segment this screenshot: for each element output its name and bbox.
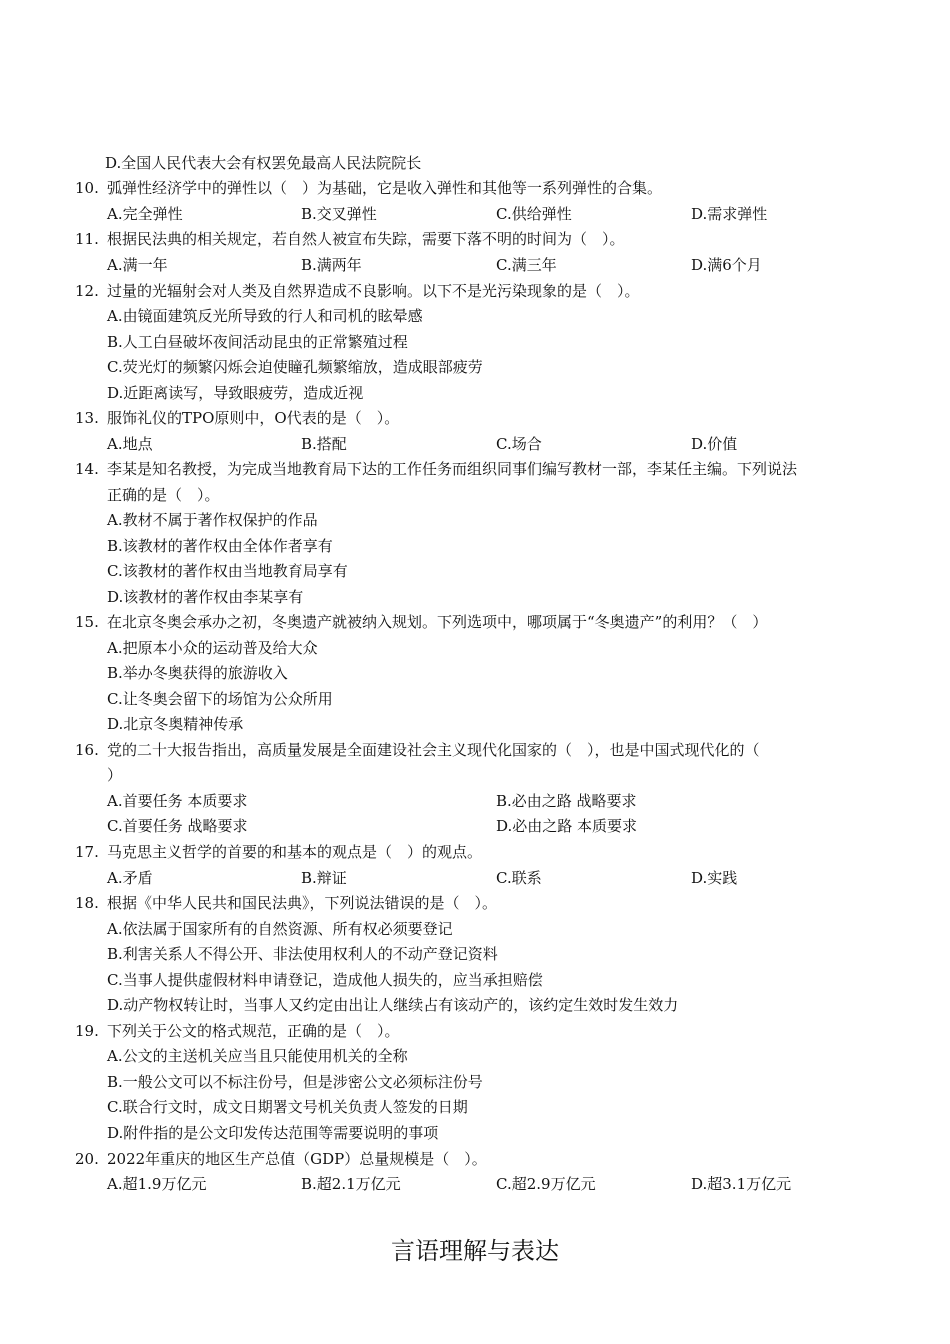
- question-text: 根据民法典的相关规定，若自然人被宣布失踪，需要下落不明的时间为（ ）。: [107, 230, 625, 248]
- question-number: 14.: [75, 460, 99, 478]
- option-d: D.北京冬奥精神传承: [107, 715, 244, 733]
- option-b: B.利害关系人不得公开、非法使用权利人的不动产登记资料: [107, 945, 498, 963]
- question-number: 20.: [75, 1150, 99, 1168]
- question-number: 11.: [75, 230, 99, 248]
- option-c: C.满三年: [496, 256, 557, 274]
- option-b: B.人工白昼破坏夜间活动昆虫的正常繁殖过程: [107, 333, 408, 351]
- option-a: A.教材不属于著作权保护的作品: [107, 511, 318, 529]
- question-number: 12.: [75, 282, 99, 300]
- option-b: B.交叉弹性: [301, 205, 377, 223]
- option-b: B.超2.1万亿元: [301, 1175, 401, 1193]
- question-number: 15.: [75, 613, 99, 631]
- question-text: 李某是知名教授，为完成当地教育局下达的工作任务而组织同事们编写教材一部，李某任主编。下列说法: [107, 460, 798, 478]
- option-c: C.联系: [496, 869, 542, 887]
- option-d: D.实践: [691, 869, 738, 887]
- option-a: A.把原本小众的运动普及给大众: [107, 639, 318, 657]
- option-d: D.该教材的著作权由李某享有: [107, 588, 304, 606]
- option-b: B.搭配: [301, 435, 347, 453]
- question-number: 17.: [75, 843, 99, 861]
- option-b: B.该教材的著作权由全体作者享有: [107, 537, 333, 555]
- option-a: A.地点: [107, 435, 153, 453]
- option-b: B.辩证: [301, 869, 347, 887]
- option-c: C.联合行文时，成文日期署文号机关负责人签发的日期: [107, 1098, 468, 1116]
- option-d: D.动产物权转让时，当事人又约定由出让人继续占有该动产的，该约定生效时发生效力: [107, 996, 679, 1014]
- option-a: A.满一年: [107, 256, 168, 274]
- option-b: B.满两年: [301, 256, 362, 274]
- option-c: C.该教材的著作权由当地教育局享有: [107, 562, 348, 580]
- option-c: C.荧光灯的频繁闪烁会迫使瞳孔频繁缩放，造成眼部疲劳: [107, 358, 483, 376]
- option-d: D.需求弹性: [691, 205, 768, 223]
- question-text: 过量的光辐射会对人类及自然界造成不良影响。以下不是光污染现象的是（ ）。: [107, 282, 640, 300]
- question-text: 根据《中华人民共和国民法典》，下列说法错误的是（ ）。: [107, 894, 498, 912]
- option-c: C.让冬奥会留下的场馆为公众所用: [107, 690, 333, 708]
- option-d: D.超3.1万亿元: [691, 1175, 792, 1193]
- question-text: 党的二十大报告指出，高质量发展是全面建设社会主义现代化国家的（ ），也是中国式现代化的（: [107, 741, 760, 759]
- option-a: A.矛盾: [107, 869, 153, 887]
- question-text: 弧弹性经济学中的弹性以（ ）为基础，它是收入弹性和其他等一系列弹性的合集。: [107, 179, 663, 197]
- question-text: 2022年重庆的地区生产总值（GDP）总量规模是（ ）。: [107, 1150, 487, 1168]
- option-c: C.供给弹性: [496, 205, 572, 223]
- option-c: C.场合: [496, 435, 542, 453]
- question-number: 16.: [75, 741, 99, 759]
- question-number: 10.: [75, 179, 99, 197]
- option-a: A.公文的主送机关应当且只能使用机关的全称: [107, 1047, 408, 1065]
- question-number: 18.: [75, 894, 99, 912]
- option-a: A.首要任务 本质要求: [107, 792, 248, 810]
- option-d: D.价值: [691, 435, 738, 453]
- question-text: 服饰礼仪的TPO原则中，O代表的是（ ）。: [107, 409, 400, 427]
- section-title: 言语理解与表达: [391, 1237, 559, 1265]
- question-text: 在北京冬奥会承办之初，冬奥遗产就被纳入规划。下列选项中，哪项属于“冬奥遗产”的利用？（ ）: [107, 613, 768, 631]
- question-text-continued: ）: [107, 766, 123, 784]
- option-d: D.必由之路 本质要求: [496, 817, 638, 835]
- option-c: C.当事人提供虚假材料申请登记，造成他人损失的，应当承担赔偿: [107, 971, 543, 989]
- question-text: 马克思主义哲学的首要的和基本的观点是（ ）的观点。: [107, 843, 483, 861]
- carry-over-option: D.全国人民代表大会有权罢免最高人民法院院长: [105, 154, 422, 172]
- question-text: 下列关于公文的格式规范，正确的是（ ）。: [107, 1022, 400, 1040]
- option-a: A.由镜面建筑反光所导致的行人和司机的眩晕感: [107, 307, 423, 325]
- question-number: 19.: [75, 1022, 99, 1040]
- question-number: 13.: [75, 409, 99, 427]
- option-c: C.超2.9万亿元: [496, 1175, 596, 1193]
- option-c: C.首要任务 战略要求: [107, 817, 248, 835]
- option-b: B.举办冬奥获得的旅游收入: [107, 664, 288, 682]
- option-a: A.超1.9万亿元: [107, 1175, 207, 1193]
- option-a: A.完全弹性: [107, 205, 183, 223]
- option-d: D.附件指的是公文印发传达范围等需要说明的事项: [107, 1124, 439, 1142]
- option-b: B.一般公文可以不标注份号，但是涉密公文必须标注份号: [107, 1073, 483, 1091]
- question-text-continued: 正确的是（ ）。: [107, 486, 220, 504]
- option-a: A.依法属于国家所有的自然资源、所有权必须要登记: [107, 920, 453, 938]
- option-d: D.满6个月: [691, 256, 762, 274]
- option-b: B.必由之路 战略要求: [496, 792, 637, 810]
- option-d: D.近距离读写，导致眼疲劳，造成近视: [107, 384, 364, 402]
